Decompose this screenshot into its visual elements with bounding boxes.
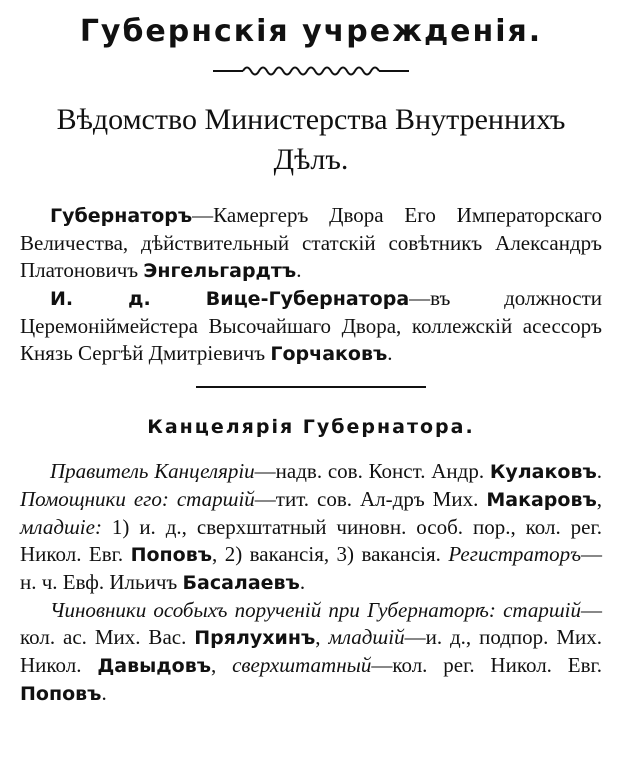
governor-end: . <box>296 258 302 282</box>
registrar-surname: Басалаевъ <box>182 572 300 594</box>
section-heading-line1: Вѣдомство Министерства Внутреннихъ <box>56 103 566 136</box>
senior-assistant-surname: Макаровъ <box>486 489 597 511</box>
registrar-role: Регистраторъ <box>448 542 581 566</box>
officials-text-4: , <box>211 653 233 677</box>
officials-role: Чиновники особыхъ порученій при Губернаторѣ: старшій <box>50 598 581 622</box>
senior-official-surname: Прялухинъ <box>194 627 316 649</box>
officials-text-3: —и. д., подпор. Мих. Никол. <box>20 625 603 677</box>
ruler-role: Правитель Канцеляріи <box>50 459 255 483</box>
ruler-text-4: , <box>596 487 602 511</box>
governor-text: —Камергеръ Двора Его Императорскаго Величества, дѣйствительный статскій совѣтникъ Александръ Платоновичъ <box>20 203 602 282</box>
vice-governor-paragraph <box>20 285 602 368</box>
officials-text-2: , <box>315 625 329 649</box>
ruler-text-6: , 2) вакансія, 3) вакансія. <box>212 542 449 566</box>
junior-official-role: младшій <box>328 625 405 649</box>
ruler-text-5: 1) и. д., сверхштатный чиновн. особ. пор., кол. рег. Никол. Евг. <box>20 515 602 566</box>
supernumerary-role: сверхштатный <box>232 653 372 677</box>
junior-official-surname: Давыдовъ <box>97 655 211 677</box>
wavy-ornament-icon <box>211 64 411 78</box>
section-heading <box>20 100 602 180</box>
main-title: Губернскія учрежденія. <box>79 14 543 49</box>
officials-text-5: —кол. рег. Никол. Евг. <box>371 653 603 677</box>
ruler-text-3: —тит. сов. Ал-дръ Мих. <box>254 487 487 511</box>
vice-governor-end: . <box>387 341 393 365</box>
officials-text-1: —кол. ас. Мих. Вас. <box>20 598 602 649</box>
ruler-surname: Кулаковъ <box>489 461 597 483</box>
junior-assistants-role: младшіе: <box>20 515 102 539</box>
ruler-text-2: . <box>596 459 602 483</box>
governor-surname: Энгельгардтъ <box>143 260 297 282</box>
ruler-text-7: —н. ч. Евф. Ильичъ <box>20 542 602 594</box>
ruler-text-1: —надв. сов. Конст. Андр. <box>254 459 490 483</box>
vice-governor-surname: Горчаковъ <box>270 343 388 365</box>
assistants-role: Помощники его: старшій <box>20 487 255 511</box>
horizontal-rule <box>196 386 426 388</box>
officials-paragraph <box>20 597 602 708</box>
governor-role: Губернаторъ <box>50 205 193 227</box>
chancery-title: Канцелярія Губернатора. <box>147 416 475 438</box>
ruler-text-8: . <box>299 570 306 594</box>
vice-governor-role: И. д. Вице-Губернатора <box>50 288 410 310</box>
ruler-paragraph <box>20 458 602 597</box>
officials-text-6: . <box>101 681 107 705</box>
governor-paragraph <box>20 202 602 285</box>
section-heading-line2: Дѣлъ. <box>273 143 349 176</box>
junior-assistant-surname: Поповъ <box>130 544 213 566</box>
ornament-divider <box>20 64 602 86</box>
supernumerary-surname: Поповъ <box>20 683 102 705</box>
vice-governor-text: —въ должности Церемоніймейстера Высочайшаго Двора, коллежскій асессоръ Князь Сергѣй Дмитріевичъ <box>20 286 602 365</box>
